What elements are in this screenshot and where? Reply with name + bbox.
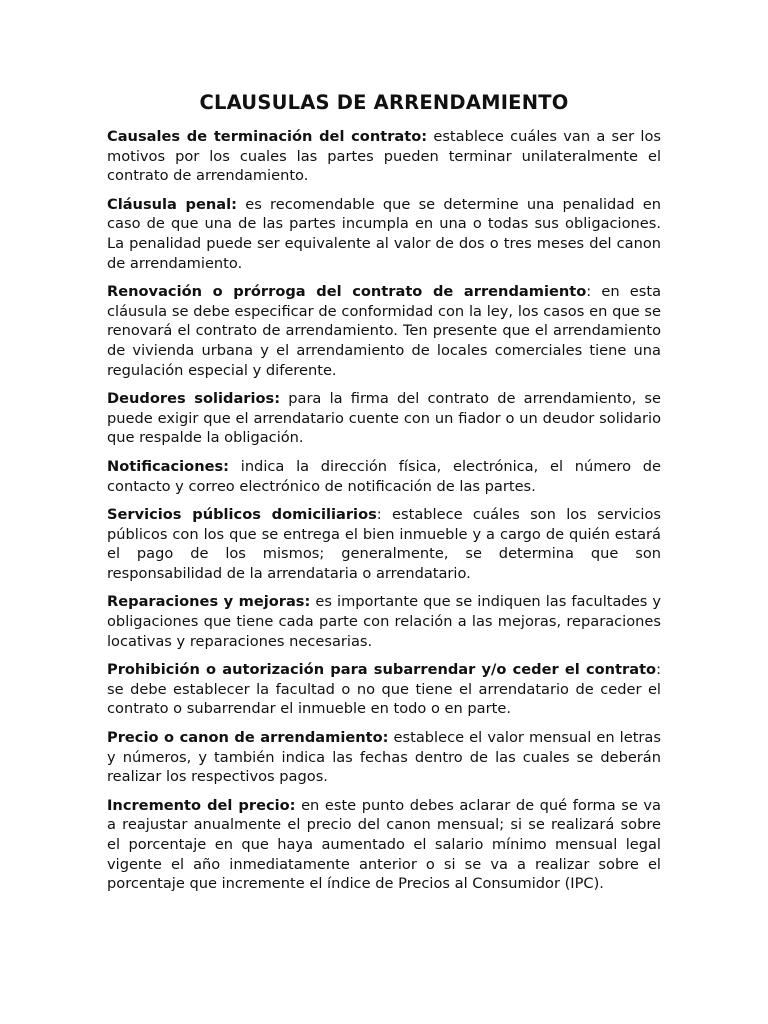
clause-term: Renovación o prórroga del contrato de arrendamiento xyxy=(107,283,587,301)
clause-term: Prohibición o autorización para subarrendar y/o ceder el contrato xyxy=(107,661,657,679)
clause-term: Precio o canon de arrendamiento: xyxy=(107,729,389,747)
clause-servicios-publicos xyxy=(107,505,661,583)
clause-term: Reparaciones y mejoras: xyxy=(107,593,311,611)
clause-reparaciones-mejoras xyxy=(107,592,661,651)
clause-text: : se debe establecer la facultad o no que tiene el arrendatario de ceder el contrato o subarrendar el inmueble en todo o en parte. xyxy=(107,661,661,718)
clause-term: Causales de terminación del contrato: xyxy=(107,128,428,145)
clause-clausula-penal xyxy=(107,195,661,273)
clause-deudores-solidarios xyxy=(107,389,661,448)
clause-term: Servicios públicos domiciliarios xyxy=(107,506,377,524)
clause-incremento-precio xyxy=(107,796,661,894)
clause-subarrendar-ceder xyxy=(107,660,661,719)
clause-term: Cláusula penal: xyxy=(107,195,237,213)
clause-text: establece cuáles van a ser los motivos por los cuales las partes pueden terminar unilateralmente el contrato de arrendamiento. xyxy=(107,128,661,185)
document-title: CLAUSULAS DE ARRENDAMIENTO xyxy=(199,91,569,114)
clause-term: Notificaciones: xyxy=(107,457,230,475)
clause-term: Incremento del precio: xyxy=(107,796,296,814)
clause-text: para la firma del contrato de arrendamiento, se puede exigir que el arrendatario cuente con un fiador o un deudor solidario que respalde la obligación. xyxy=(107,390,661,447)
clause-text: : en esta cláusula se debe especificar de conformidad con la ley, los casos en que se renovará el contrato de arrendamiento. Ten presente que el arrendamiento de vivienda urbana y el arrendamiento de locales comerciales tiene una regulación especial y diferente. xyxy=(107,283,662,379)
clause-notificaciones xyxy=(107,457,661,496)
clause-text: es importante que se indiquen las facultades y obligaciones que tiene cada parte con relación a las mejoras, reparaciones locativas y reparaciones necesarias. xyxy=(107,593,661,650)
clause-text: es recomendable que se determine una penalidad en caso de que una de las partes incumpla en una o todas sus obligaciones. La penalidad puede ser equivalente al valor de dos o tres meses del canon de arrendamiento. xyxy=(107,195,661,272)
clause-text: : establece cuáles son los servicios públicos con los que se entrega el bien inmueble y a cargo de quién estará el pago de los mismos; generalmente, se determina que son responsabilidad de la arrendataria o arrendatario. xyxy=(107,506,661,582)
clause-renovacion-prorroga xyxy=(107,282,661,380)
clause-text: en este punto debes aclarar de qué forma se va a reajustar anualmente el precio del canon mensual; si se realizará sobre el porcentaje en que haya aumentado el salario mínimo mensual legal vigente el año inmediatamente anterior o si se va a realizar sobre el porcentaje que incremente el índice de Precios al Consumidor (IPC). xyxy=(107,796,661,893)
clause-term: Deudores solidarios: xyxy=(107,390,281,408)
clause-precio-canon xyxy=(107,728,661,787)
clause-causales-terminacion xyxy=(107,127,661,186)
clause-text: indica la dirección física, electrónica, el número de contacto y correo electrónico de notificación de las partes. xyxy=(107,457,661,495)
clause-text: establece el valor mensual en letras y números, y también indica las fechas dentro de las cuales se deberán realizar los respectivos pagos. xyxy=(107,729,661,786)
